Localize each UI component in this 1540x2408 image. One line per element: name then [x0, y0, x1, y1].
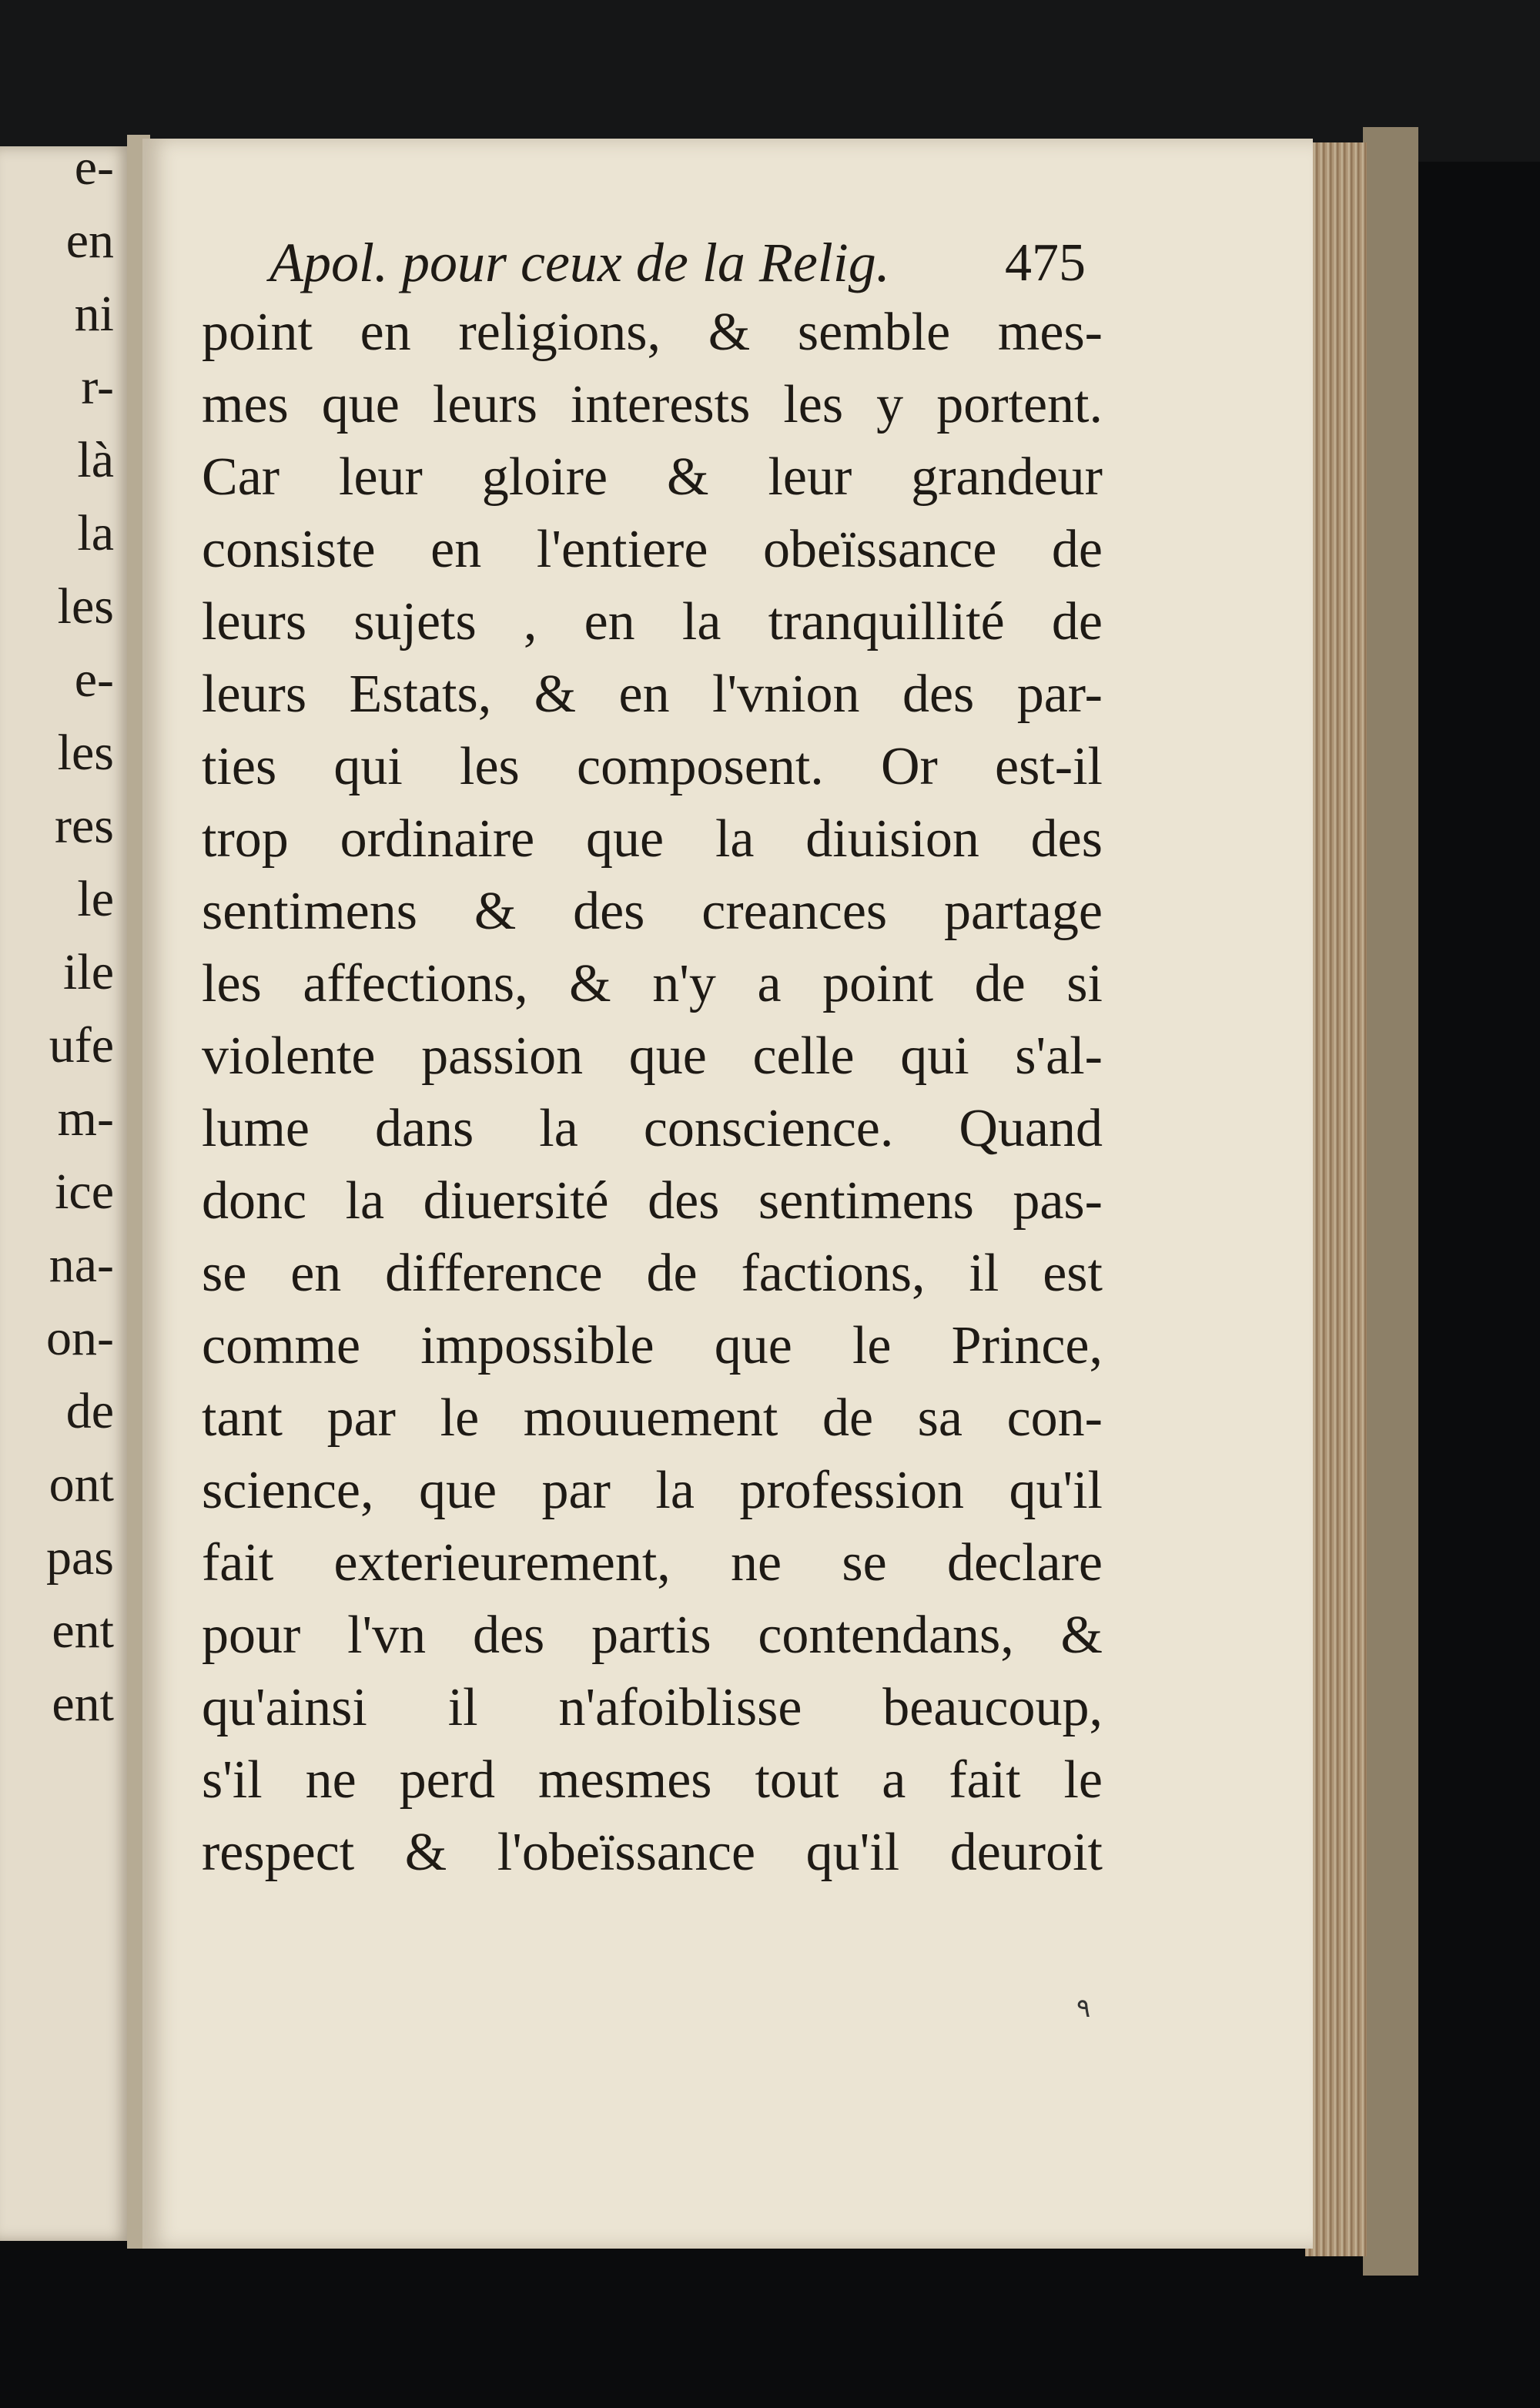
left-line-fragment: la — [77, 505, 114, 561]
text-line: tant par le mouuement de sa con- — [202, 1388, 1103, 1448]
left-line-fragment: pas — [46, 1529, 114, 1586]
text-line: s'il ne perd mesmes tout a fait le — [202, 1750, 1103, 1810]
left-page-text — [0, 139, 123, 1991]
left-line-fragment: ufe — [49, 1017, 114, 1073]
text-line: Car leur gloire & leur grandeur — [202, 447, 1103, 507]
text-line: lume dans la conscience. Quand — [202, 1099, 1103, 1158]
text-line: donc la diuersité des sentimens pas- — [202, 1171, 1103, 1231]
left-line-fragment: ent — [52, 1603, 114, 1659]
text-line: leurs sujets , en la tranquillité de — [202, 592, 1103, 651]
left-line-fragment: ent — [52, 1676, 114, 1732]
left-line-fragment: là — [77, 432, 114, 488]
left-line-fragment: on- — [46, 1310, 114, 1366]
text-line: violente passion que celle qui s'al- — [202, 1026, 1103, 1086]
left-line-fragment: ont — [49, 1456, 114, 1512]
left-line-fragment: en — [65, 213, 114, 269]
text-line: sentimens & des creances partage — [202, 882, 1103, 941]
text-line: trop ordinaire que la diuision des — [202, 809, 1103, 869]
left-line-fragment: les — [57, 578, 114, 635]
left-line-fragment: r- — [81, 359, 114, 415]
left-line-fragment: ice — [55, 1164, 114, 1220]
left-line-fragment: de — [65, 1383, 114, 1439]
left-line-fragment: les — [57, 725, 114, 781]
text-line: leurs Estats, & en l'vnion des par- — [202, 665, 1103, 724]
page-number: 475 — [1005, 233, 1086, 293]
left-line-fragment: m- — [57, 1090, 114, 1147]
text-line: se en difference de factions, il est — [202, 1244, 1103, 1303]
text-line: les affections, & n'y a point de si — [202, 954, 1103, 1013]
text-line: point en religions, & semble mes- — [202, 303, 1103, 362]
text-line: pour l'vn des partis contendans, & — [202, 1606, 1103, 1665]
left-line-fragment: e- — [74, 651, 114, 708]
left-line-fragment: le — [77, 871, 114, 927]
text-line: qu'ainsi il n'afoiblisse beaucoup, — [202, 1678, 1103, 1737]
background-top — [0, 0, 1540, 162]
text-line: respect & l'obeïssance qu'il deuroit — [202, 1823, 1103, 1882]
text-line: science, que par la profession qu'il — [202, 1461, 1103, 1520]
book-cover-edge — [1363, 127, 1418, 2276]
left-line-fragment: ni — [74, 286, 114, 342]
body-text — [202, 296, 1103, 1889]
running-head: Apol. pour ceux de la Relig. — [270, 232, 890, 293]
text-line: fait exterieurement, ne se declare — [202, 1533, 1103, 1592]
left-line-fragment: na- — [49, 1237, 114, 1293]
text-line: comme impossible que le Prince, — [202, 1316, 1103, 1375]
text-line: consiste en l'entiere obeïssance de — [202, 520, 1103, 579]
left-line-fragment: ile — [63, 944, 114, 1000]
ink-mark: ٩ — [1076, 1993, 1091, 2024]
page-edges — [1305, 142, 1367, 2256]
left-line-fragment: e- — [74, 139, 114, 196]
text-line: ties qui les composent. Or est-il — [202, 737, 1103, 796]
left-line-fragment: res — [55, 798, 114, 854]
text-line: mes que leurs interests les y portent. — [202, 375, 1103, 434]
